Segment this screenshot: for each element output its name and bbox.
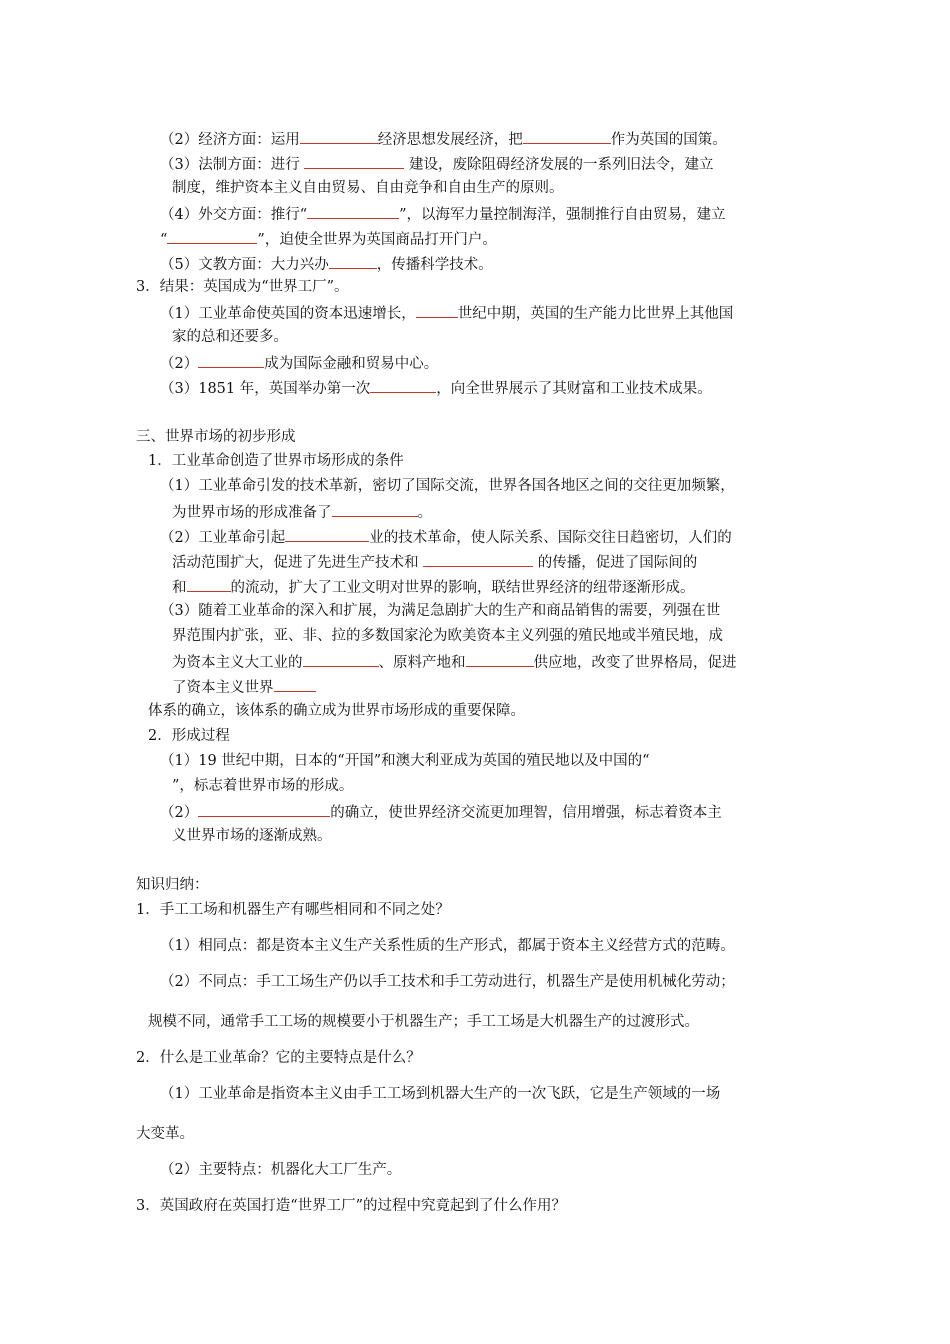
- text-run: 成为国际金融和贸易中心。: [264, 356, 439, 372]
- text-line: [160, 936, 735, 956]
- text-run: 3．结果：英国成为“世界工厂”。: [136, 279, 349, 295]
- fill-in-blank[interactable]: [523, 128, 611, 144]
- text-line: [172, 651, 737, 673]
- text-run: ，向全世界展示了其财富和工业技术成果。: [436, 381, 712, 397]
- text-line: [160, 1084, 720, 1104]
- text-run: （1）工业革命使英国的资本迅速增长，: [160, 306, 416, 322]
- text-run: 供应地，改变了世界格局，促进: [533, 655, 737, 671]
- text-run: 界范围内扩张，亚、非、拉的多数国家沦为欧美资本主义列强的殖民地或半殖民地，成: [172, 628, 723, 644]
- text-line: [136, 277, 349, 297]
- text-line: [160, 302, 733, 324]
- fill-in-blank[interactable]: [274, 676, 316, 692]
- text-run: 大变革。: [136, 1126, 194, 1142]
- text-run: （2）: [160, 356, 199, 372]
- text-run: （2）: [160, 805, 199, 821]
- text-run: 三、世界市场的初步形成: [136, 429, 296, 445]
- text-line: [136, 1048, 421, 1068]
- text-run: 、原料产地和: [378, 655, 466, 671]
- text-run: 知识归纳：: [136, 877, 209, 893]
- fill-in-blank[interactable]: [307, 203, 399, 219]
- text-run: “: [160, 232, 168, 248]
- text-run: （1）19 世纪中期，日本的“开国”和澳大利亚成为英国的殖民地以及中国的“: [160, 753, 650, 769]
- text-run: ，传播科学技术。: [376, 257, 493, 273]
- text-run: 2．什么是工业革命？它的主要特点是什么？: [136, 1050, 421, 1066]
- text-line: [160, 476, 735, 496]
- text-line: [160, 203, 726, 225]
- text-run: 作为英国的国策。: [610, 132, 727, 148]
- text-run: 了资本主义世界: [172, 680, 274, 696]
- text-line: [160, 751, 650, 771]
- text-run: （4）外交方面：推行“: [160, 207, 308, 223]
- fill-in-blank[interactable]: [304, 153, 404, 169]
- text-line: [172, 327, 288, 347]
- text-run: 规模不同，通常手工工场的规模要小于机器生产；手工工场是大机器生产的过渡形式。: [148, 1014, 699, 1030]
- text-run: 为资本主义大工业的: [172, 655, 303, 671]
- text-run: 1．手工工场和机器生产有哪些相同和不同之处？: [136, 902, 450, 918]
- text-run: 经济思想发展经济，把: [377, 132, 523, 148]
- text-line: [172, 776, 353, 796]
- fill-in-blank[interactable]: [167, 228, 257, 244]
- text-run: （2）不同点：手工工场生产仍以手工技术和手工劳动进行，机器生产是使用机械化劳动；: [160, 974, 735, 990]
- fill-in-blank[interactable]: [416, 302, 458, 318]
- text-line: [160, 253, 493, 275]
- text-run: 家的总和还要多。: [172, 329, 288, 345]
- text-run: （3）1851 年，英国举办第一次: [160, 381, 371, 397]
- fill-in-blank[interactable]: [198, 801, 330, 817]
- text-line: [160, 228, 497, 250]
- text-line: [136, 900, 450, 920]
- text-run: ”，以海军力量控制海洋，强制推行自由贸易，建立: [399, 207, 726, 223]
- text-line: [160, 1160, 401, 1180]
- text-run: （2）主要特点：机器化大工厂生产。: [160, 1162, 402, 1178]
- text-run: 的确立，使世界经济交流更加理智，信用增强，标志着资本主: [330, 805, 722, 821]
- text-line: [172, 826, 332, 846]
- text-run: （2）工业革命引起: [160, 530, 286, 546]
- text-line: [172, 551, 697, 573]
- text-line: [136, 427, 296, 447]
- fill-in-blank[interactable]: [329, 253, 377, 269]
- text-run: 业的技术革命，使人际关系、国际交往日趋密切，人们的: [369, 530, 732, 546]
- text-line: [136, 875, 209, 895]
- text-run: ”，迫使全世界为英国商品打开门户。: [257, 232, 497, 248]
- fill-in-blank[interactable]: [370, 377, 436, 393]
- fill-in-blank[interactable]: [466, 651, 534, 667]
- text-run: 体系的确立，该体系的确立成为世界市场形成的重要保障。: [148, 703, 525, 719]
- text-run: 1．工业革命创造了世界市场形成的条件: [148, 453, 404, 469]
- text-run: （3）法制方面：进行: [160, 157, 305, 173]
- fill-in-blank[interactable]: [332, 501, 418, 517]
- text-line: [160, 153, 713, 175]
- fill-in-blank[interactable]: [198, 352, 264, 368]
- text-line: [160, 601, 720, 621]
- text-run: 2．形成过程: [148, 728, 230, 744]
- text-run: 的传播，促进了国际间的: [533, 555, 698, 571]
- fill-in-blank[interactable]: [300, 128, 378, 144]
- text-line: [148, 726, 230, 746]
- text-run: 建设，废除阻碍经济发展的一系列旧法令，建立: [404, 157, 714, 173]
- text-run: 为世界市场的形成准备了: [172, 505, 332, 521]
- text-run: 义世界市场的逐渐成熟。: [172, 828, 332, 844]
- text-run: （1）工业革命是指资本主义由手工工场到机器大生产的一次飞跃，它是生产领域的一场: [160, 1086, 721, 1102]
- fill-in-blank[interactable]: [303, 651, 379, 667]
- text-line: [148, 1012, 699, 1032]
- text-run: ”，标志着世界市场的形成。: [172, 778, 354, 794]
- text-line: [172, 676, 316, 698]
- text-line: [172, 501, 432, 523]
- text-run: 。: [417, 505, 432, 521]
- text-line: [172, 626, 723, 646]
- text-line: [172, 178, 564, 198]
- text-line: [160, 526, 732, 548]
- text-line: [160, 801, 722, 823]
- text-run: 的流动，扩大了工业文明对世界的影响，联结世界经济的纽带逐渐形成。: [230, 580, 695, 596]
- text-run: （3）随着工业革命的深入和扩展，为满足急剧扩大的生产和商品销售的需要，列强在世: [160, 603, 721, 619]
- text-line: [136, 1124, 194, 1144]
- text-run: 世纪中期，英国的生产能力比世界上其他国: [457, 306, 734, 322]
- text-line: [160, 128, 727, 150]
- fill-in-blank[interactable]: [423, 551, 533, 567]
- text-line: [160, 352, 438, 374]
- text-run: （1）相同点：都是资本主义生产关系性质的生产形式，都属于资本主义经营方式的范畴。: [160, 938, 735, 954]
- text-line: [136, 1196, 566, 1216]
- text-run: 3．英国政府在英国打造“世界工厂”的过程中究竟起到了什么作用？: [136, 1198, 567, 1214]
- text-run: （5）文教方面：大力兴办: [160, 257, 329, 273]
- text-line: [148, 701, 525, 721]
- text-run: 活动范围扩大，促进了先进生产技术和: [172, 555, 424, 571]
- text-line: [148, 451, 404, 471]
- text-run: （1）工业革命引发的技术革新，密切了国际交流，世界各国各地区之间的交往更加频繁，: [160, 478, 735, 494]
- text-line: [160, 972, 735, 992]
- fill-in-blank[interactable]: [187, 576, 231, 592]
- text-run: 制度，维护资本主义自由贸易、自由竞争和自由生产的原则。: [172, 180, 564, 196]
- text-run: （2）经济方面：运用: [160, 132, 300, 148]
- text-run: 和: [172, 580, 187, 596]
- fill-in-blank[interactable]: [285, 526, 369, 542]
- text-line: [172, 576, 695, 598]
- text-line: [160, 377, 712, 399]
